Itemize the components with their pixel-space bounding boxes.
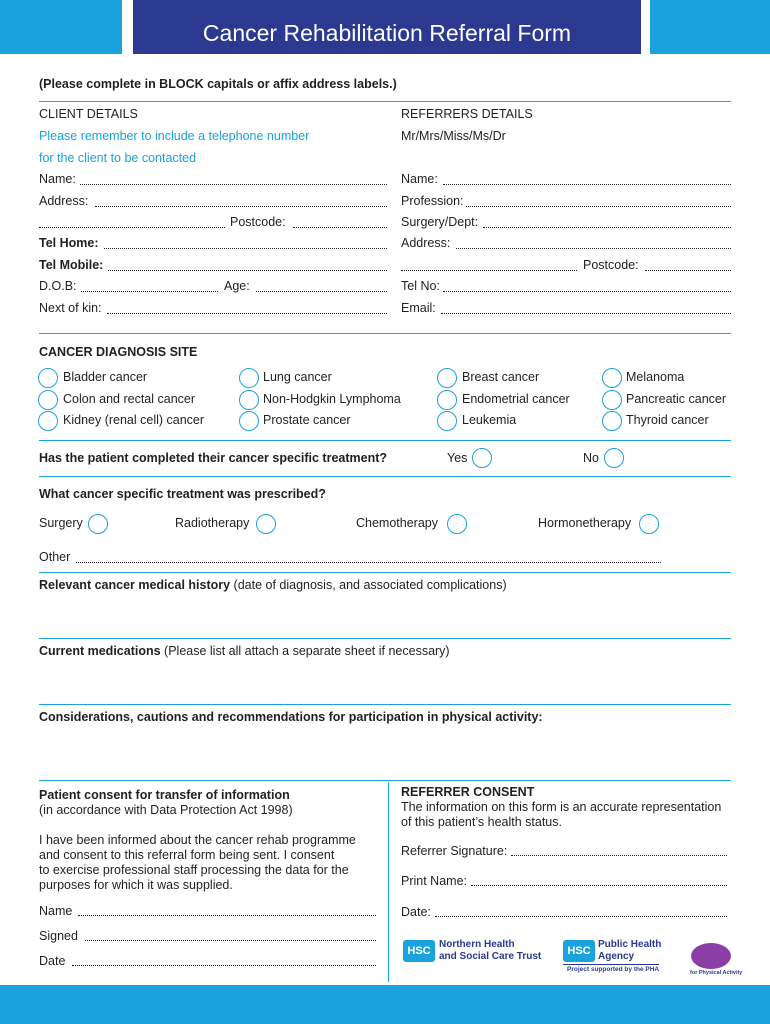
referrer-profession-field[interactable] xyxy=(466,206,731,207)
leukemia-checkbox[interactable] xyxy=(437,411,457,431)
referrer-date-field[interactable] xyxy=(435,916,727,917)
surgery-checkbox[interactable] xyxy=(88,514,108,534)
consent-date-label: Date xyxy=(39,954,66,968)
client-age-label: Age: xyxy=(224,279,250,293)
prostate-cancer-label: Prostate cancer xyxy=(263,413,351,427)
referrer-details-heading: REFERRERS DETAILS xyxy=(401,107,533,121)
client-age-field[interactable] xyxy=(256,291,387,292)
referrer-print-name-field[interactable] xyxy=(471,885,727,886)
referrer-surgery-label: Surgery/Dept: xyxy=(401,215,479,229)
medical-history-label xyxy=(39,578,507,592)
client-postcode-label: Postcode: xyxy=(230,215,286,229)
pha-note: Project supported by the PHA xyxy=(567,966,660,973)
public-health-logo-line-2: Agency xyxy=(598,951,635,962)
referrer-profession-label: Profession: xyxy=(401,194,464,208)
client-name-field[interactable] xyxy=(80,184,387,185)
consent-name-field[interactable] xyxy=(78,915,376,916)
medical-history-bold: Relevant cancer medical history xyxy=(39,578,231,592)
northern-health-logo-line-1: Northern Health xyxy=(439,939,515,950)
divider xyxy=(39,638,731,639)
client-next-of-kin-field[interactable] xyxy=(107,313,387,314)
client-tel-mobile-label: Tel Mobile: xyxy=(39,258,104,272)
hormonetherapy-label: Hormonetherapy xyxy=(538,516,632,530)
referrer-consent-heading: REFERRER CONSENT xyxy=(401,785,535,799)
client-address-label: Address: xyxy=(39,194,89,208)
referrer-signature-field[interactable] xyxy=(511,855,727,856)
partnership-logo-icon xyxy=(691,943,731,969)
diagnosis-heading: CANCER DIAGNOSIS SITE xyxy=(39,345,198,359)
referrer-tel-label: Tel No: xyxy=(401,279,440,293)
client-tel-mobile-field[interactable] xyxy=(108,270,387,271)
referrer-address-label: Address: xyxy=(401,236,451,250)
treatment-question: What cancer specific treatment was prescribed? xyxy=(39,487,326,501)
referrer-signature-label: Referrer Signature: xyxy=(401,844,508,858)
completed-yes-checkbox[interactable] xyxy=(472,448,492,468)
pancreatic-cancer-checkbox[interactable] xyxy=(602,390,622,410)
client-reminder-1: Please remember to include a telephone number xyxy=(39,129,310,143)
page-title: Cancer Rehabilitation Referral Form xyxy=(133,0,641,54)
other-treatment-field[interactable] xyxy=(76,562,661,563)
client-name-label: Name: xyxy=(39,172,76,186)
public-health-logo-line-1: Public Health xyxy=(598,939,662,950)
referrer-name-field[interactable] xyxy=(443,184,731,185)
referrer-print-name-label: Print Name: xyxy=(401,874,467,888)
endometrial-cancer-checkbox[interactable] xyxy=(437,390,457,410)
consent-body-3: to exercise professional staff processing the data for the xyxy=(39,863,349,877)
medications-bold: Current medications xyxy=(39,644,161,658)
radiotherapy-checkbox[interactable] xyxy=(256,514,276,534)
thyroid-cancer-label: Thyroid cancer xyxy=(626,413,709,427)
pha-rule xyxy=(563,964,659,965)
client-dob-label: D.O.B: xyxy=(39,279,77,293)
client-details-heading: CLIENT DETAILS xyxy=(39,107,138,121)
referrer-title-options: Mr/Mrs/Miss/Ms/Dr xyxy=(401,129,506,143)
prostate-cancer-checkbox[interactable] xyxy=(239,411,259,431)
breast-cancer-checkbox[interactable] xyxy=(437,368,457,388)
partnership-note: for Physical Activity xyxy=(690,970,743,976)
lung-cancer-checkbox[interactable] xyxy=(239,368,259,388)
referrer-consent-line-1: The information on this form is an accurate representation xyxy=(401,800,722,814)
consent-body-4: purposes for which it was supplied. xyxy=(39,878,233,892)
referrer-tel-field[interactable] xyxy=(443,291,731,292)
referrer-email-field[interactable] xyxy=(441,313,731,314)
chemotherapy-checkbox[interactable] xyxy=(447,514,467,534)
divider xyxy=(39,704,731,705)
thyroid-cancer-checkbox[interactable] xyxy=(602,411,622,431)
non-hodgkin-lymphoma-checkbox[interactable] xyxy=(239,390,259,410)
medical-history-field[interactable] xyxy=(39,596,731,636)
divider xyxy=(39,780,731,781)
client-dob-field[interactable] xyxy=(81,291,218,292)
client-address-field-2[interactable] xyxy=(39,227,225,228)
kidney-cancer-label: Kidney (renal cell) cancer xyxy=(63,413,205,427)
divider xyxy=(39,476,731,477)
patient-consent-sub: (in accordance with Data Protection Act 1998) xyxy=(39,803,293,817)
consent-column-divider xyxy=(388,782,389,982)
northern-health-logo-line-2: and Social Care Trust xyxy=(439,951,542,962)
medications-note: (Please list all attach a separate sheet if necessary) xyxy=(160,644,450,658)
client-reminder-2: for the client to be contacted xyxy=(39,151,197,165)
client-next-of-kin-label: Next of kin: xyxy=(39,301,102,315)
consent-signed-label: Signed xyxy=(39,929,78,943)
referrer-consent-line-2: of this patient’s health status. xyxy=(401,815,562,829)
client-address-field[interactable] xyxy=(95,206,387,207)
referrer-postcode-label: Postcode: xyxy=(583,258,639,272)
completed-yes-label: Yes xyxy=(447,451,468,465)
lung-cancer-label: Lung cancer xyxy=(263,370,332,384)
divider xyxy=(39,333,731,334)
referrer-address-field-2[interactable] xyxy=(401,270,577,271)
consent-date-field[interactable] xyxy=(72,965,376,966)
bladder-cancer-label: Bladder cancer xyxy=(63,370,148,384)
divider xyxy=(39,440,731,441)
other-treatment-label: Other xyxy=(39,550,71,564)
bladder-cancer-checkbox[interactable] xyxy=(38,368,58,388)
medications-label xyxy=(39,644,450,658)
melanoma-label: Melanoma xyxy=(626,370,685,384)
consent-body-2: and consent to this referral form being sent. I consent xyxy=(39,848,335,862)
header-accent-left xyxy=(0,0,122,54)
consent-body-1: I have been informed about the cancer rehab programme xyxy=(39,833,356,847)
referrer-postcode-field[interactable] xyxy=(645,270,731,271)
hormonetherapy-checkbox[interactable] xyxy=(639,514,659,534)
completed-no-label: No xyxy=(583,451,599,465)
client-tel-home-label: Tel Home: xyxy=(39,236,99,250)
divider xyxy=(39,101,731,102)
pancreatic-cancer-label: Pancreatic cancer xyxy=(626,392,727,406)
considerations-field[interactable] xyxy=(39,728,731,778)
surgery-label: Surgery xyxy=(39,516,83,530)
leukemia-label: Leukemia xyxy=(462,413,517,427)
breast-cancer-label: Breast cancer xyxy=(462,370,540,384)
colon-rectal-cancer-checkbox[interactable] xyxy=(38,390,58,410)
consent-name-label: Name xyxy=(39,904,73,918)
endometrial-cancer-label: Endometrial cancer xyxy=(462,392,570,406)
consent-signed-field[interactable] xyxy=(85,940,376,941)
client-tel-home-field[interactable] xyxy=(104,248,387,249)
hsc-logo: HSC xyxy=(403,940,435,962)
referrer-email-label: Email: xyxy=(401,301,436,315)
completed-no-checkbox[interactable] xyxy=(604,448,624,468)
divider xyxy=(39,572,731,573)
instruction-text: (Please complete in BLOCK capitals or affix address labels.) xyxy=(39,77,397,91)
referrer-address-field[interactable] xyxy=(456,248,731,249)
chemotherapy-label: Chemotherapy xyxy=(356,516,438,530)
referrer-name-label: Name: xyxy=(401,172,438,186)
hsc-pha-logo: HSC xyxy=(563,940,595,962)
footer-bar xyxy=(0,985,770,1024)
medications-field[interactable] xyxy=(39,662,731,702)
patient-consent-heading: Patient consent for transfer of information xyxy=(39,788,290,802)
colon-rectal-cancer-label: Colon and rectal cancer xyxy=(63,392,196,406)
completed-question: Has the patient completed their cancer specific treatment? xyxy=(39,451,388,465)
medical-history-note: (date of diagnosis, and associated complications) xyxy=(230,578,507,592)
kidney-cancer-checkbox[interactable] xyxy=(38,411,58,431)
referrer-date-label: Date: xyxy=(401,905,431,919)
melanoma-checkbox[interactable] xyxy=(602,368,622,388)
referrer-surgery-field[interactable] xyxy=(483,227,731,228)
header-accent-right xyxy=(650,0,770,54)
non-hodgkin-lymphoma-label: Non-Hodgkin Lymphoma xyxy=(263,392,401,406)
considerations-label: Considerations, cautions and recommendations for participation in physical activity: xyxy=(39,710,543,724)
radiotherapy-label: Radiotherapy xyxy=(175,516,250,530)
client-postcode-field[interactable] xyxy=(293,227,387,228)
